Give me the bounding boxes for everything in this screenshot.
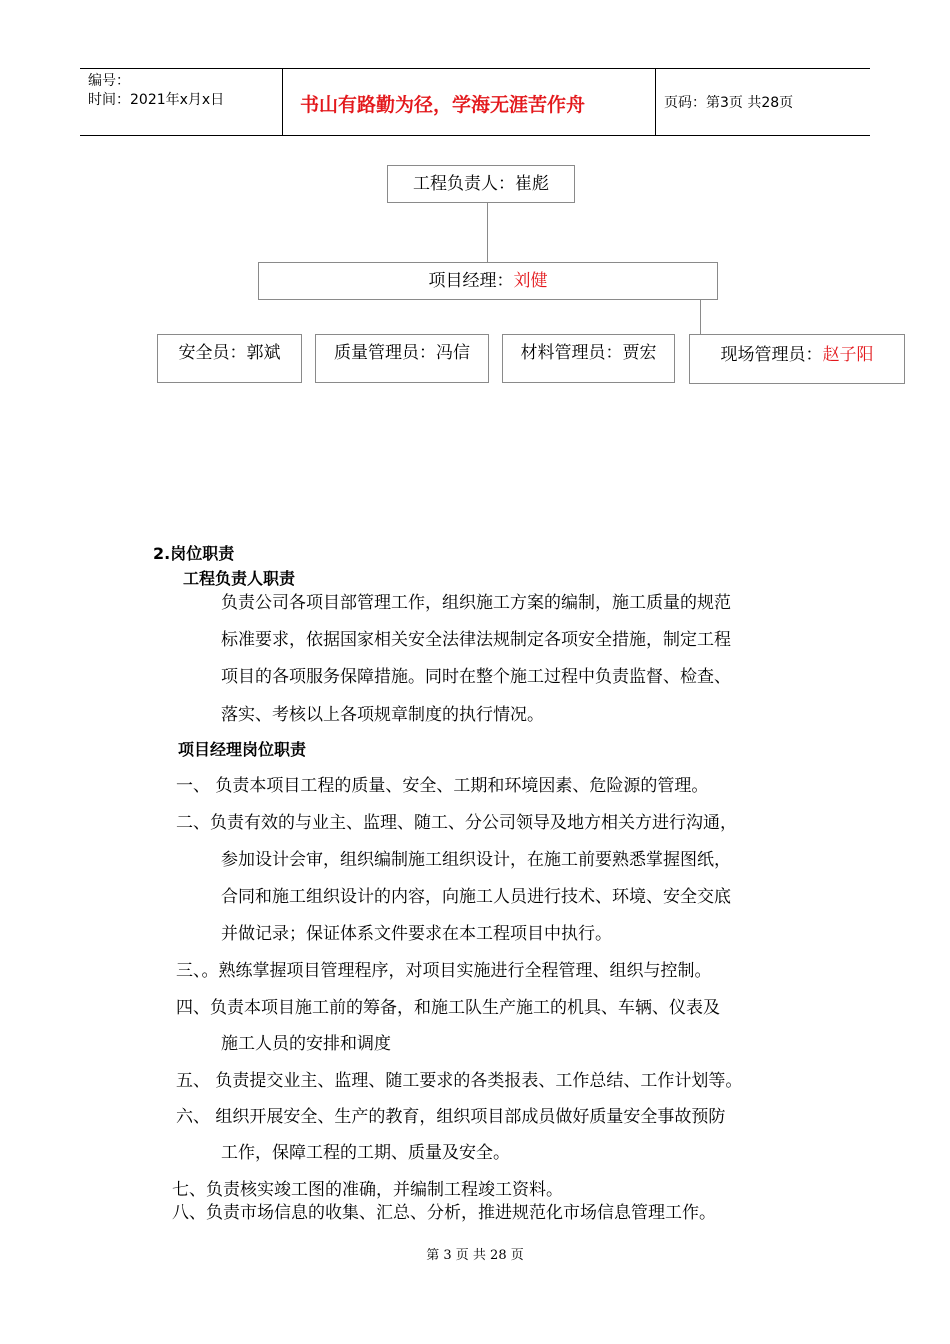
manager-duty-line: 工作，保障工程的工期、质量及安全。 [221, 1143, 510, 1163]
manager-duty-line: 六、 组织开展安全、生产的教育，组织项目部成员做好质量安全事故预防 [176, 1107, 726, 1127]
org-box-safety-officer [157, 334, 302, 383]
engineer-duty-line: 项目的各项服务保障措施。同时在整个施工过程中负责监督、检查、 [221, 667, 731, 687]
manager-duties-title: 项目经理岗位职责 [178, 740, 307, 759]
engineer-duty-line: 负责公司各项目部管理工作，组织施工方案的编制，施工质量的规范 [221, 593, 731, 613]
manager-duty-line: 八、负责市场信息的收集、汇总、分析，推进规范化市场信息管理工作。 [172, 1203, 716, 1223]
org-label: 材料管理员： [520, 343, 623, 363]
manager-duty-line: 合同和施工组织设计的内容，向施工人员进行技术、环境、安全交底 [221, 887, 731, 907]
org-box-project-manager [258, 262, 718, 300]
org-label: 质量管理员： [334, 343, 436, 363]
manager-duty-line: 一、 负责本项目工程的质量、安全、工期和环境因素、危险源的管理。 [176, 776, 709, 796]
org-box-site-manager [689, 334, 905, 384]
manager-duty-line: 五、 负责提交业主、监理、随工要求的各类报表、工作总结、工作计划等。 [176, 1071, 743, 1091]
section-heading: 2.岗位职责 [153, 544, 235, 563]
org-name: 郭斌 [246, 343, 281, 363]
org-box-project-head [387, 165, 575, 203]
connector-top-manager [487, 202, 488, 263]
org-name: 贾宏 [622, 343, 657, 363]
header-time: 时间：2021年x月x日 [88, 92, 225, 108]
manager-duty-line: 参加设计会审，组织编制施工组织设计，在施工前要熟悉掌握图纸， [221, 850, 731, 870]
header-divider-2 [655, 68, 656, 135]
org-box-material-manager [502, 334, 675, 383]
org-label: 工程负责人： [413, 174, 515, 194]
header-bottom-border [80, 135, 870, 136]
header-page-info: 页码：第3页 共28页 [664, 95, 794, 111]
engineer-duty-line: 标准要求，依据国家相关安全法律法规制定各项安全措施，制定工程 [221, 630, 731, 650]
engineer-duties-title: 工程负责人职责 [183, 569, 296, 588]
org-label: 安全员： [178, 343, 247, 363]
manager-duty-line: 三、。熟练掌握项目管理程序，对项目实施进行全程管理、组织与控制。 [176, 961, 712, 981]
header-code: 编号： [88, 73, 130, 89]
engineer-duty-line: 落实、考核以上各项规章制度的执行情况。 [221, 705, 544, 725]
org-name: 赵子阳 [822, 345, 874, 365]
manager-duty-line: 施工人员的安排和调度 [221, 1034, 391, 1054]
header-divider-1 [282, 68, 283, 135]
manager-duty-line: 七、负责核实竣工图的准确，并编制工程竣工资料。 [172, 1180, 563, 1200]
org-name: 刘健 [513, 271, 548, 291]
page-footer: 第 3 页 共 28 页 [426, 1248, 524, 1263]
header-motto: 书山有路勤为径，学海无涯苦作舟 [300, 94, 586, 116]
header-top-border [80, 68, 870, 69]
org-label: 项目经理： [428, 271, 514, 291]
manager-duty-line: 四、负责本项目施工前的筹备，和施工队生产施工的机具、车辆、仪表及 [176, 998, 720, 1018]
org-box-quality-manager [315, 334, 489, 383]
org-name: 崔彪 [515, 174, 549, 194]
org-label: 现场管理员： [720, 345, 823, 365]
manager-duty-line: 二、负责有效的与业主、监理、随工、分公司领导及地方相关方进行沟通， [176, 813, 737, 833]
manager-duty-line: 并做记录；保证体系文件要求在本工程项目中执行。 [221, 924, 612, 944]
org-name: 冯信 [436, 343, 470, 363]
